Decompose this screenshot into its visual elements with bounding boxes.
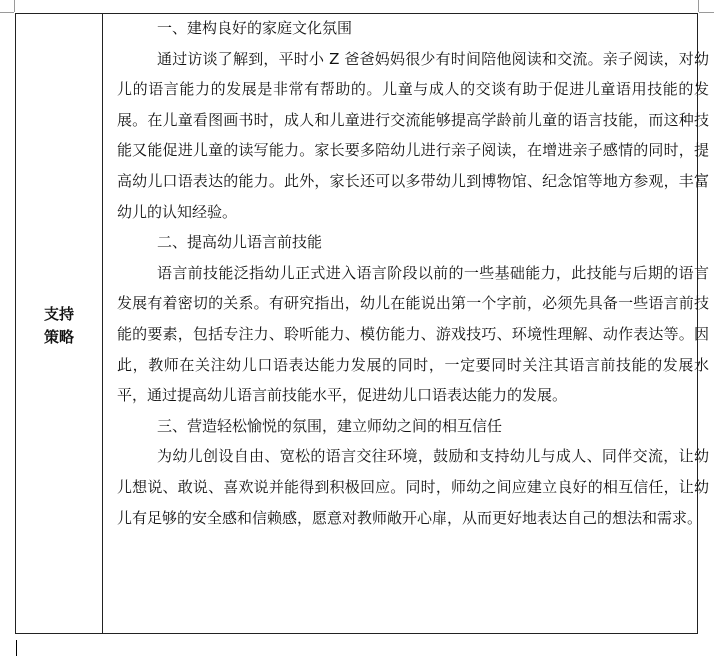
support-strategy-table <box>15 13 709 634</box>
section-1-heading: 一、建构良好的家庭文化氛围 <box>157 19 353 37</box>
section-3-heading: 三、营造轻松愉悦的氛围，建立师幼之间的相互信任 <box>157 416 503 435</box>
section-1-paragraph: 通过访谈了解到，平时小 Z 爸爸妈妈很少有时间陪他阅读和交流。亲子阅读，对幼儿的语言能力的发展是非常有帮助的。儿童与成人的交谈有助于促进儿童语用技能的发展。在儿童看图画书时，成人和儿童进行交流能够提高学龄前儿童的语言技能，而这种技能又能促进儿童的读写能力。家长要多陪幼儿进行亲子阅读，在增进亲子感情的同时，提高幼儿口语表达的能力。此外，家长还可以多带幼儿到博物馆、纪念馆等地方参观，丰富幼儿的认知经验。 <box>117 49 709 221</box>
crop-mark-top-left-h <box>0 12 14 13</box>
content-cell <box>117 14 709 533</box>
section-2-heading: 二、提高幼儿语言前技能 <box>157 233 323 252</box>
crop-mark-top-right-v <box>698 0 699 12</box>
label-cell <box>16 14 102 633</box>
crop-mark-top-left-v <box>14 0 15 12</box>
row-label: 支持策略 <box>43 304 74 346</box>
column-divider <box>102 14 103 633</box>
section-2-paragraph: 语言前技能泛指幼儿正式进入语言阶段以前的一些基础能力，此技能与后期的语言发展有着密切的关系。有研究指出，幼儿在能说出第一个字前，必须先具备一些语言前技能的要素，包括专注力、聆听能力、模仿能力、游戏技巧、环境性理解、动作表达等。因此，教师在关注幼儿口语表达能力发展的同时，一定要同时关注其语言前技能的发展水平，通过提高幼儿语言前技能水平，促进幼儿口语表达能力的发展。 <box>117 263 709 405</box>
section-3-paragraph: 为幼儿创设自由、宽松的语言交往环境，鼓励和支持幼儿与成人、同伴交流，让幼儿想说、敢说、喜欢说并能得到积极回应。同时，师幼之间应建立良好的相互信任，让幼儿有足够的安全感和信赖感，愿意对教师敞开心扉，从而更好地表达自己的想法和需求。 <box>117 447 709 527</box>
text-cursor <box>16 640 17 656</box>
